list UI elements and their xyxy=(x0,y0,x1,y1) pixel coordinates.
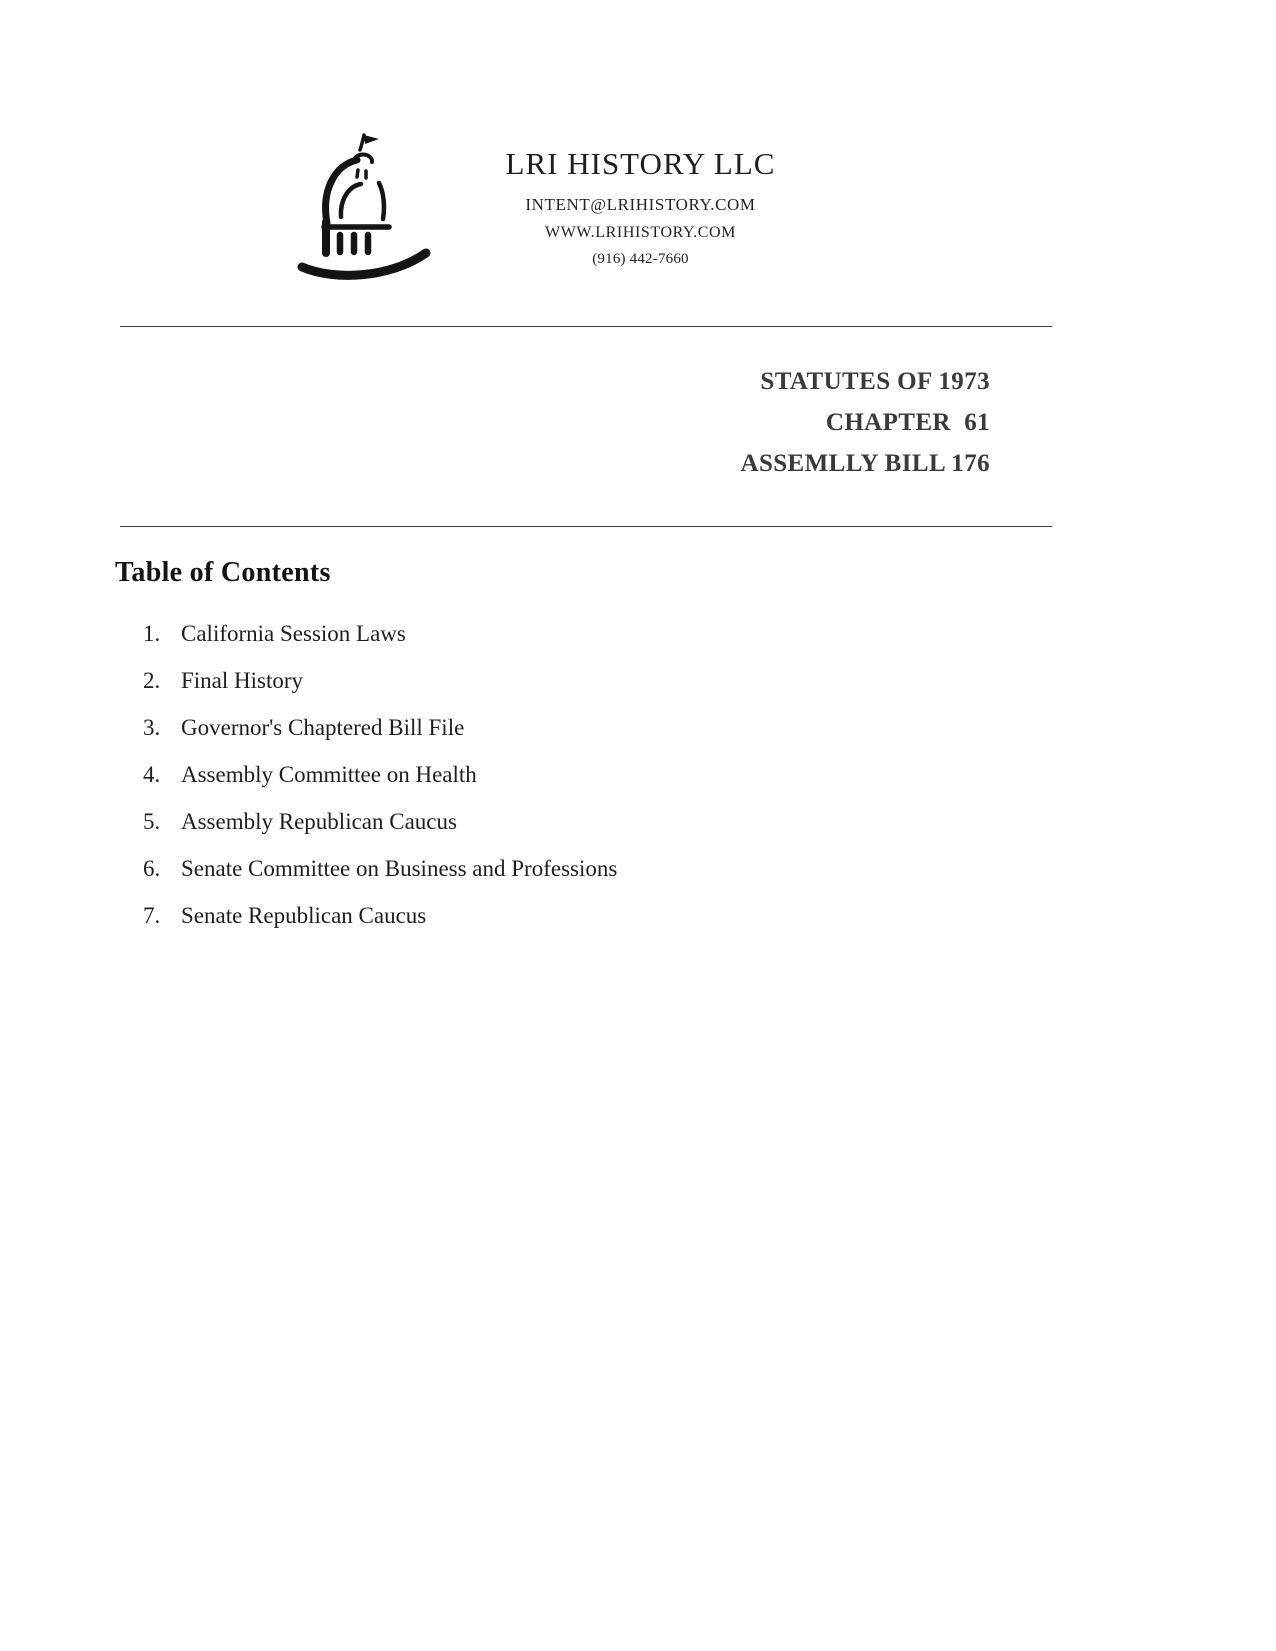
toc-item xyxy=(115,807,1276,837)
toc-heading: Table of Contents xyxy=(115,557,331,588)
toc-item xyxy=(115,854,1276,884)
toc-item-label: Assembly Committee on Health xyxy=(181,762,477,787)
toc-item xyxy=(115,713,1276,743)
toc-item-number: 4. xyxy=(143,762,161,787)
toc-item-number: 3. xyxy=(143,715,161,740)
toc-item xyxy=(115,666,1276,696)
statutes-line: STATUTES OF 1973 xyxy=(760,368,990,395)
toc-item-number: 5. xyxy=(143,809,161,834)
company-email: INTENT@LRIHISTORY.COM xyxy=(525,195,756,214)
statutes-title-block xyxy=(0,361,1276,484)
toc-item-label: California Session Laws xyxy=(181,621,406,646)
brand-header xyxy=(290,126,1276,286)
toc-item-label: Assembly Republican Caucus xyxy=(181,809,457,834)
chapter-line: CHAPTER 61 xyxy=(825,409,990,436)
company-name: LRI HISTORY LLC xyxy=(505,146,776,181)
table-of-contents xyxy=(115,557,1276,931)
divider-bottom xyxy=(120,526,1052,527)
toc-item xyxy=(115,901,1276,931)
toc-item xyxy=(115,619,1276,649)
capitol-dome-logo-icon xyxy=(290,126,440,286)
brand-text-block xyxy=(468,126,813,268)
toc-item-number: 7. xyxy=(143,903,161,928)
toc-item-label: Senate Republican Caucus xyxy=(181,903,427,928)
toc-list xyxy=(115,619,1276,931)
toc-item-number: 1. xyxy=(143,621,161,646)
company-phone: (916) 442-7660 xyxy=(592,251,689,267)
toc-item-label: Governor's Chaptered Bill File xyxy=(181,715,465,740)
assembly-bill-line: ASSEMLLY BILL 176 xyxy=(740,450,990,477)
toc-item-label: Senate Committee on Business and Professions xyxy=(181,856,618,881)
toc-item xyxy=(115,760,1276,790)
toc-item-number: 6. xyxy=(143,856,161,881)
divider-top xyxy=(120,326,1052,327)
toc-item-label: Final History xyxy=(181,668,304,693)
toc-item-number: 2. xyxy=(143,668,161,693)
company-website: WWW.LRIHISTORY.COM xyxy=(545,224,736,241)
